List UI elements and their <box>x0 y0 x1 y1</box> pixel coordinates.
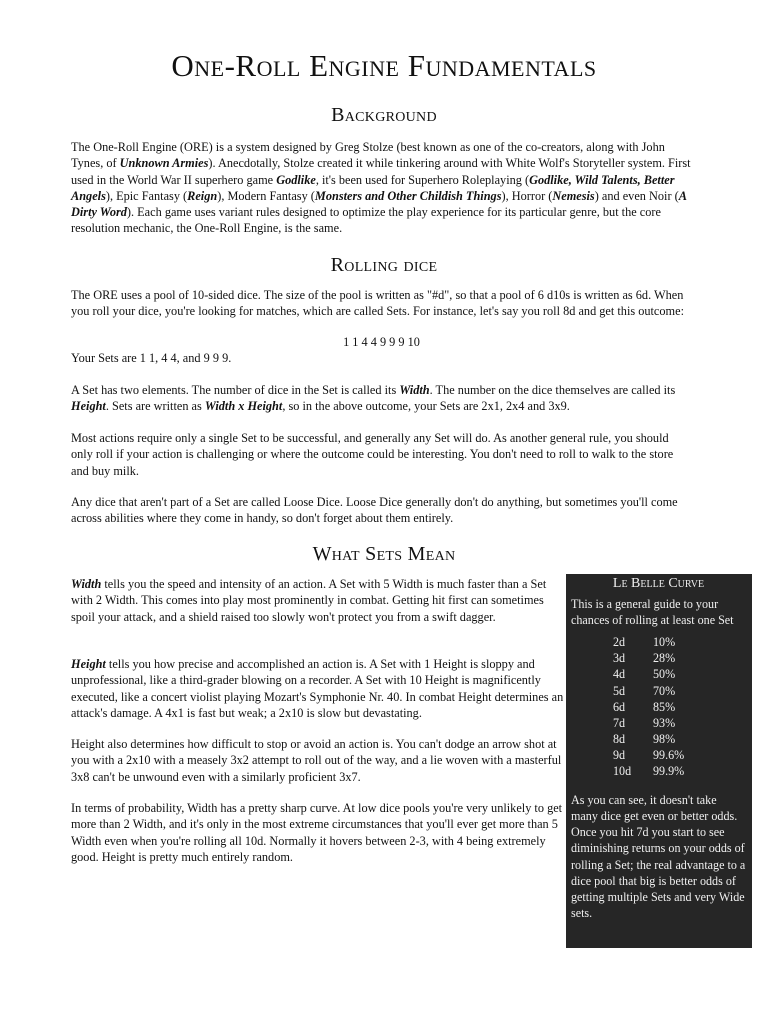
example-roll: 1 1 4 4 9 9 9 10 <box>343 335 420 349</box>
emphasis-run: Monsters and Other Childish Things <box>314 188 502 203</box>
sidebar-title: Le Belle Curve <box>612 576 705 591</box>
odds-row <box>571 683 746 699</box>
odds-row <box>571 763 746 779</box>
odds-dice: 5d <box>613 683 626 698</box>
rolling-paragraph-1 <box>71 287 692 320</box>
odds-percent: 99.6% <box>653 747 685 762</box>
sidebar-outro: As you can see, it doesn't take many dice get even or better odds. Once you hit 7d you start to see diminishing returns on your odds of rolling a Set; the real advantage to a dice pool that big is better odds of getting multiple Sets and very Wide sets. <box>571 793 746 920</box>
odds-percent: 10% <box>653 635 676 650</box>
odds-dice: 10d <box>613 764 632 779</box>
emphasis-run: Reign <box>187 188 218 203</box>
odds-percent: 98% <box>653 731 676 746</box>
odds-percent: 93% <box>653 715 676 730</box>
text-run: The One-Roll Engine (ORE) is a system designed by Greg Stolze (best known as one of the co-creators, along with John Tynes, of <box>71 140 665 171</box>
heading-background: Background <box>331 104 437 126</box>
text-run: tells you how precise and accomplished an action is. A Set with 1 Height is sloppy and unprofessional, like a third-grader blowing on a recorder. A Set with 10 Height is magnificently executed, like a concert violist playing Mozart's Symphonie Nr. 40. In combat Height determines an attack's damage. A 4x1 is fast but weak; a 2x10 is slow but devastating. <box>71 657 564 720</box>
text-run: ) and even Noir ( <box>594 188 679 203</box>
odds-dice: 7d <box>613 715 626 730</box>
odds-row <box>571 699 746 715</box>
text-run: ). Each game uses variant rules designed to optimize the play experience for its particular genre, but the core resolution mechanic, the One-Roll Engine, is the same. <box>71 205 661 236</box>
emphasis-run: Nemesis <box>552 188 595 203</box>
heading-what-sets-mean: What Sets Mean <box>312 543 456 565</box>
text-run: ), Epic Fantasy ( <box>105 188 188 203</box>
odds-dice: 6d <box>613 699 626 714</box>
sets-paragraph-avoid <box>71 736 565 785</box>
sets-paragraph-width <box>71 576 565 625</box>
text-run: ). Anecdotally, Stolze created it while tinkering around with White Wolf's Storyteller system. First used in the World War II superhero game <box>71 156 691 187</box>
emphasis-run: Width <box>399 383 430 397</box>
emphasis-run: Height <box>71 657 106 671</box>
emphasis-run: A Dirty Word <box>71 188 687 220</box>
odds-dice: 2d <box>613 635 626 650</box>
text-run: . The number on the dice themselves are called its <box>429 383 676 397</box>
odds-dice: 3d <box>613 651 626 666</box>
text-run: In terms of probability, Width has a pretty sharp curve. At low dice pools you're very unlikely to get more than 2 Width, and it's only in the most extreme circumstances that you'll ever get more than 5 Width even when you're rolling all 10d. Normally it hovers between 2-3, with 4 being extremely good. Height is pretty much entirely random. <box>71 801 563 864</box>
odds-dice: 4d <box>613 667 626 682</box>
odds-row <box>571 747 746 763</box>
emphasis-run: Godlike, Wild Talents, Better Angels <box>71 172 675 203</box>
emphasis-run: Height <box>71 399 106 414</box>
emphasis-run: Unknown Armies <box>119 156 209 171</box>
odds-percent: 85% <box>653 699 676 714</box>
odds-row <box>571 634 746 650</box>
text-run: ), Horror ( <box>501 188 553 203</box>
heading-rolling-dice: Rolling dice <box>330 254 438 276</box>
text-run: , it's been used for Superhero Roleplaying ( <box>315 172 530 187</box>
odds-percent: 70% <box>653 683 676 698</box>
rolling-paragraph-2 <box>71 350 692 366</box>
text-run: ), Modern Fantasy ( <box>217 188 315 203</box>
rolling-paragraph-5 <box>71 494 692 527</box>
emphasis-run: Width x Height <box>204 399 283 414</box>
odds-row <box>571 650 746 666</box>
emphasis-run: Godlike <box>276 172 316 187</box>
odds-percent: 99.9% <box>653 764 685 779</box>
sidebar-intro: This is a general guide to your chances of rolling at least one Set <box>571 597 734 628</box>
odds-row <box>571 731 746 747</box>
odds-table <box>571 634 746 779</box>
sidebar-belle-curve <box>566 574 752 948</box>
odds-percent: 28% <box>653 651 676 666</box>
text-run: A Set has two elements. The number of dice in the Set is called its <box>71 383 400 397</box>
text-run: Height also determines how difficult to stop or avoid an action is. You can't dodge an arrow shot at you with a 2x10 with a measely 3x2 attempt to roll out of the way, and a lie woven with a masterful 3x8 can't be unwound even with a similarly proficient 3x7. <box>71 737 562 784</box>
sets-paragraph-height <box>71 656 565 721</box>
sets-paragraph-probability <box>71 800 565 865</box>
text-run: Your Sets are 1 1, 4 4, and 9 9 9. <box>71 351 232 365</box>
text-run: tells you the speed and intensity of an action. A Set with 5 Width is much faster than a Set with 2 Width. This comes into play most prominently in combat. Getting hit first can sometimes spoil your attack, and a shield raised too slowly won't protect you from a swift dagger. <box>71 577 547 624</box>
rolling-paragraph-3 <box>71 382 692 415</box>
odds-dice: 8d <box>613 731 626 746</box>
rolling-paragraph-4 <box>71 430 692 479</box>
odds-dice: 9d <box>613 747 626 762</box>
background-paragraph <box>71 139 692 237</box>
odds-percent: 50% <box>653 667 676 682</box>
emphasis-run: Width <box>71 577 102 591</box>
page-title: One-Roll Engine Fundamentals <box>171 48 597 83</box>
text-run: The ORE uses a pool of 10-sided dice. The size of the pool is written as "#d", so that a pool of 6 d10s is written as 6d. When you roll your dice, you're looking for matches, which are called Sets. For instance, let's say you roll 8d and get this outcome: <box>71 288 684 319</box>
text-run: , so in the above outcome, your Sets are 2x1, 2x4 and 3x9. <box>282 399 570 414</box>
odds-row <box>571 715 746 731</box>
text-run: . Sets are written as <box>105 399 205 414</box>
text-run: Any dice that aren't part of a Set are called Loose Dice. Loose Dice generally don't do anything, but sometimes you'll come across abilities where they come in handy, so don't forget about them entirely. <box>71 495 678 526</box>
odds-row <box>571 666 746 682</box>
text-run: Most actions require only a single Set to be successful, and generally any Set will do. As another general rule, you should only roll if your action is challenging or where the outcome could be interesting. You don't need to roll to walk to the store and buy milk. <box>71 431 674 478</box>
